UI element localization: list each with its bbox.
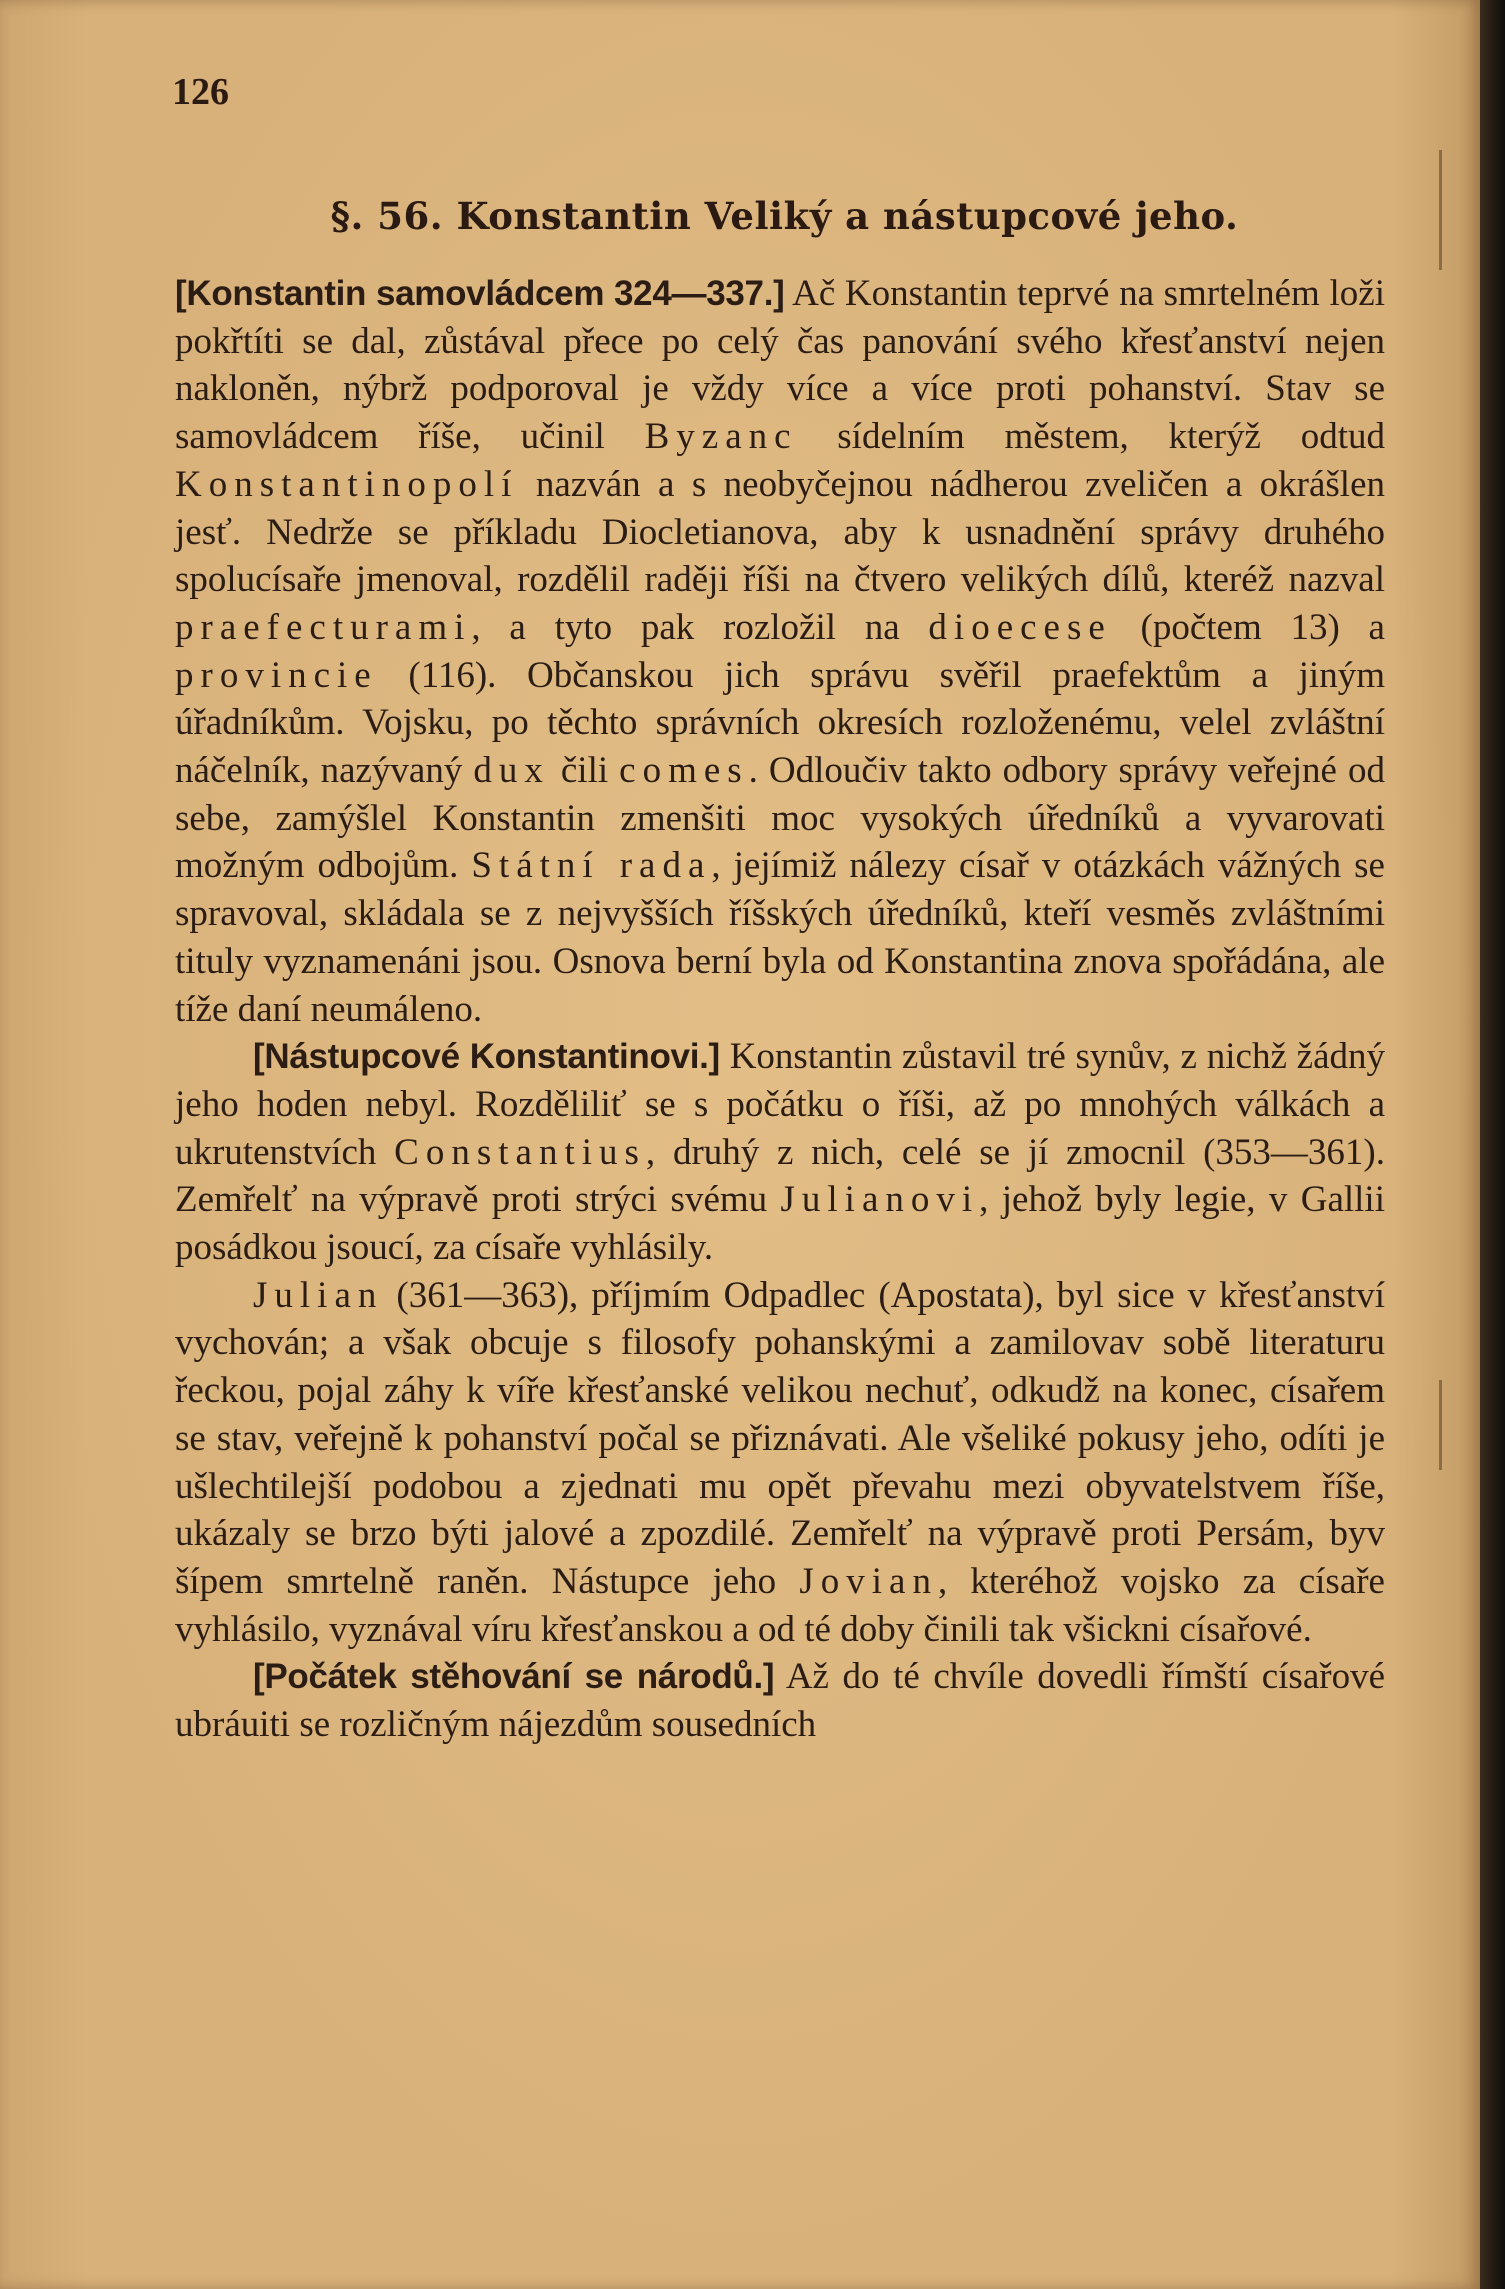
section-heading: §. 56. Konstantin Veliký a nástupcové jeho. [330,194,1239,238]
spaced-term: Julian [253,1274,384,1316]
spaced-term: praefecturami [175,606,472,648]
paragraph [175,1033,1385,1272]
page-number: 126 [172,71,229,113]
spaced-term: Konstantinopolí [175,463,519,505]
text-run: , kteréhož vojsko za císaře vyhlásilo, vyznával víru křesťanskou a od té doby činili tak všickni císařové. [175,1560,1385,1650]
spaced-term: dioecese [928,606,1112,648]
text-run: (116). Občanskou jich správu svěřil praefektům a jiným úřadníkům. Vojsku, po těchto správních okresích rozloženému, velel zvláštní náčelník, nazývaný [175,654,1385,792]
text-run: (361—363), příjmím Odpadlec (Apostata), byl sice v křesťanství vychován; a však obcuje s filosofy pohanskými a zamilovav sobě literaturu řeckou, pojal záhy k víře křesťanské velikou nechuť, odkudž na konec, císařem se stav, veřejně k pohanství počal se přiznávati. Ale všeliké pokusy jeho, odíti je ušlechtilejší podobou a zjednati mu opět převahu mezi obyvatelstvem říše, ukázaly se brzo býti jalové a zpozdilé. Zemřelť na výpravě proti Persám, byv šípem smrtelně raněn. Nástupce jeho [175,1274,1385,1602]
sidenote: [Počátek stěhování se národů.] [253,1657,775,1697]
text-run: sídelním městem, kterýž odtud [797,416,1386,458]
text-run: , a tyto pak rozložil na [471,606,929,648]
spaced-term: Státní rada [471,845,712,887]
body-text [175,270,1385,1749]
margin-mark [1439,150,1442,270]
spaced-term: Jovian [799,1560,938,1602]
text-run: Ač Konstantin teprvé na smrtelném loži pokřtíti se dal, zůstával přece po celý čas panování svého křesťanství nejen nakloněn, nýbrž podporoval je vždy více a více proti pohanství. Stav se samovládcem říše, učinil [175,273,1385,458]
text-run: , jejímiž nálezy císař v otázkách vážných se spravoval, skládala se z nejvyšších říšských úředníků, kteří vesměs zvláštními tituly vyznamenáni jsou. Osnova berní byla od Konstantina znova spořádána, ale tíže daní neumáleno. [175,845,1385,1030]
text-run: Konstantin zůstavil tré synův, z nichž žádný jeho hoden nebyl. Rozdělilіť se s počátku o říši, až po mnohých válkách a ukrutenstvích [175,1036,1386,1173]
paragraph [175,270,1385,1033]
margin-mark [1439,1380,1442,1470]
text-run: , jehož byly legie, v Gallii posádkou jsoucí, za císaře vyhlásily. [175,1179,1385,1269]
spaced-term: Constantius [394,1131,646,1173]
text-run: (počtem 13) a [1111,606,1385,648]
book-edge [1480,0,1505,2289]
spaced-term: Julianovi [780,1179,980,1221]
sidenote: [Konstantin samovládcem 324—337.] [175,274,785,313]
paragraph [175,1272,1385,1654]
spaced-term: comes [619,750,749,792]
text-run: , druhý z nich, celé se jí zmocnil (353—361). Zemřelť na výpravě proti strýci svému [175,1131,1385,1221]
sidenote: [Nástupcové Konstantinovi.] [253,1037,720,1077]
spaced-term: dux [473,750,550,792]
text-run: nazván a s neobyčejnou nádherou zveličen a okrášlen jesť. Nedrže se příkladu Diocletianova, aby k usnadnění správy druhého spolucísaře jmenoval, rozdělil raději říši na čtvero velikých dílů, kteréž nazval [175,463,1385,601]
spaced-term: Byzanc [644,416,798,458]
text-run: . Odloučiv takto odbory správy veřejné od sebe, zamýšlel Konstantin zmenšiti moc vysokých úředníků a vyvarovati možným odbojům. [175,750,1385,887]
text-run: čili [549,750,620,792]
paragraph [175,1653,1385,1748]
text-run: Až do té chvíle dovedli římští císařové ubráuiti se rozličným nájezdům sousedních [175,1656,1385,1746]
spaced-term: provincie [175,654,378,696]
